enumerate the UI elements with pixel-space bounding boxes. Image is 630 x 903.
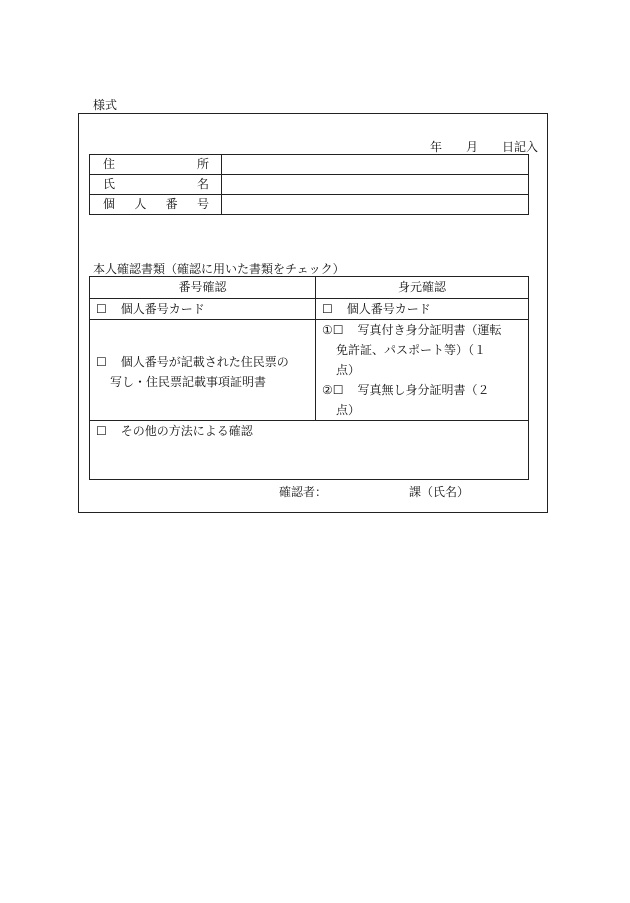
checkbox-icon[interactable]: ②☐ <box>322 383 344 397</box>
personal-number-row <box>90 195 529 215</box>
date-year-label: 年 <box>429 140 442 154</box>
number-card-item[interactable]: ☐ 個人番号カード <box>90 299 316 320</box>
address-label: 住 所 <box>103 157 209 171</box>
confirmer-dept-label: 課（氏名） <box>409 485 470 499</box>
resident-record-item[interactable]: ☐ 個人番号が記載された住民票の 写し・住民票記載事項証明書 <box>90 320 316 421</box>
personal-number-field[interactable] <box>222 195 529 215</box>
confirmer-label: 確認者： <box>279 485 328 499</box>
form-label: 様式 <box>93 98 118 112</box>
section-title: 本人確認書類（確認に用いた書類をチェック） <box>93 262 345 276</box>
name-row <box>90 175 529 195</box>
address-row <box>90 155 529 175</box>
date-line <box>430 138 538 155</box>
personal-number-label: 個 人 番 号 <box>103 197 209 211</box>
checkbox-icon[interactable]: ☐ <box>96 424 107 438</box>
confirmer-line <box>279 483 469 500</box>
name-field[interactable] <box>222 175 529 195</box>
id-check-table <box>89 276 529 480</box>
other-method-item[interactable]: ☐ その他の方法による確認 <box>90 421 529 480</box>
form-frame <box>78 113 548 513</box>
date-day-label: 日記入 <box>501 140 538 154</box>
name-label: 氏 名 <box>103 177 209 191</box>
checkbox-icon[interactable]: ☐ <box>322 302 333 316</box>
personal-info-table <box>89 154 529 215</box>
non-photo-id-item[interactable]: ②☐ 写真無し身分証明書（２ 点） <box>316 380 529 421</box>
photo-id-item[interactable]: ①☐ 写真付き身分証明書（運転 免許証、パスポート等）（１ 点） <box>316 320 529 381</box>
checkbox-icon[interactable]: ①☐ <box>322 323 344 337</box>
checkbox-icon[interactable]: ☐ <box>96 302 107 316</box>
number-check-header: 番号確認 <box>90 277 316 299</box>
identity-check-header: 身元確認 <box>316 277 529 299</box>
date-month-label: 月 <box>465 140 478 154</box>
address-field[interactable] <box>222 155 529 175</box>
checkbox-icon[interactable]: ☐ <box>96 355 107 369</box>
identity-card-item[interactable]: ☐ 個人番号カード <box>316 299 529 320</box>
